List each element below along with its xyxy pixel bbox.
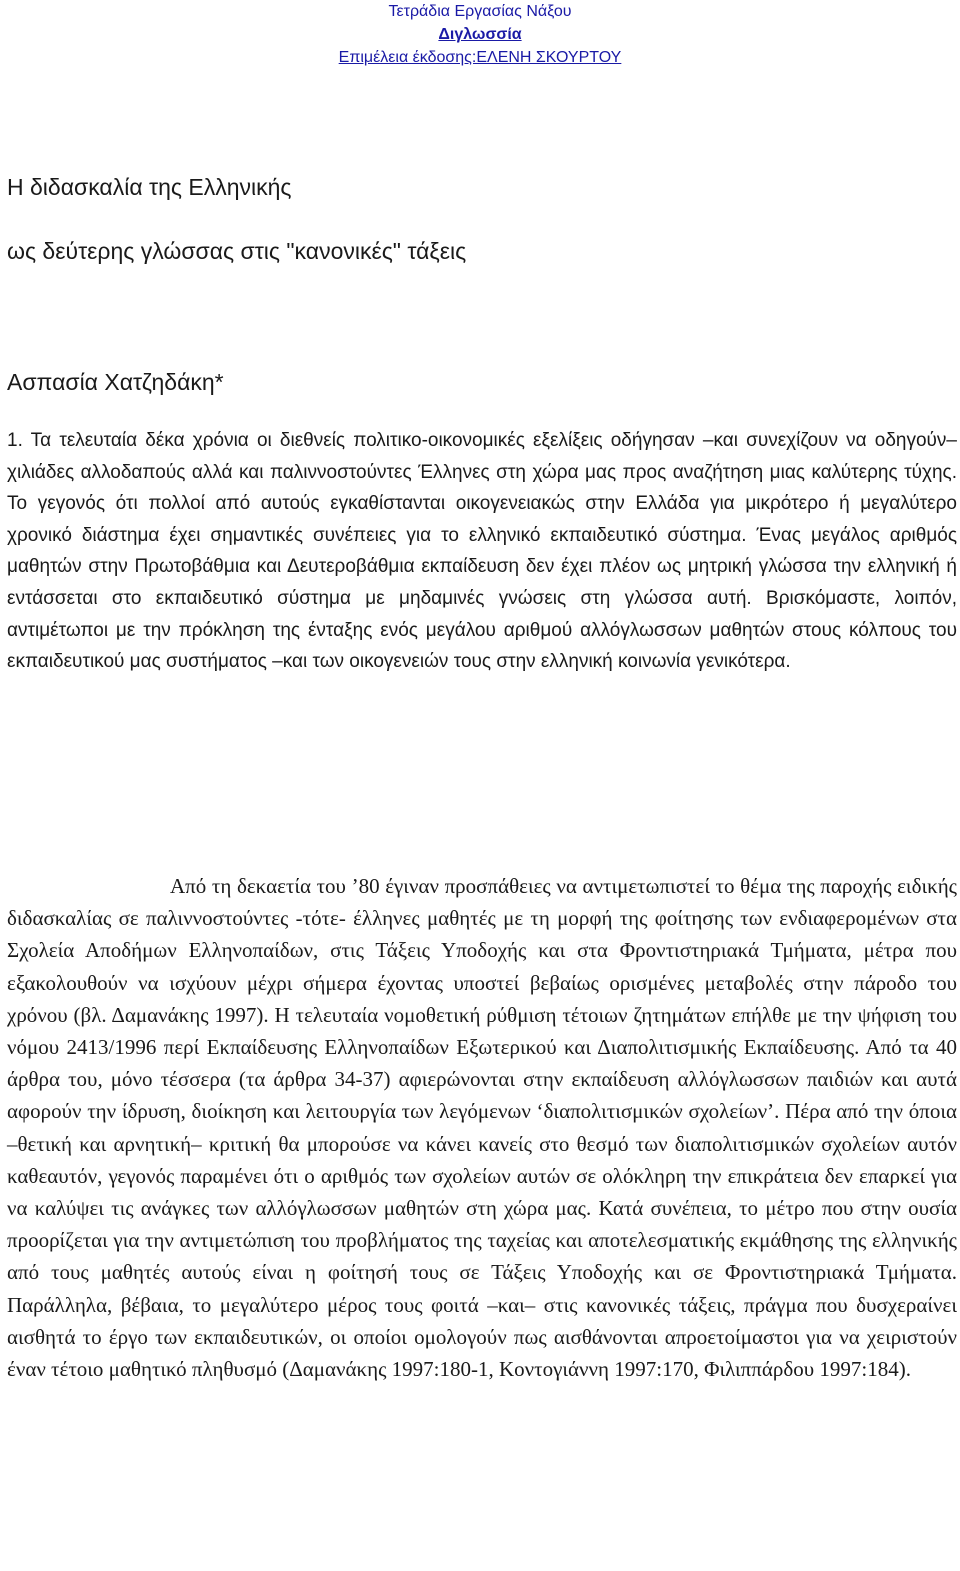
article-title-line-1: Η διδασκαλία της Ελληνικής [7, 174, 292, 200]
author-name: Ασπασία Χατζηδάκη* [7, 369, 224, 395]
paragraph-2: Από τη δεκαετία του ’80 έγιναν προσπάθειες να αντιμετωπιστεί το θέμα της παροχής ειδικής διδασκαλίας σε παλιννοστούντες -τότε- έλληνες μαθητές με τη μορφή της φοίτησης των ενδιαφερομένων στα Σχολεία Αποδήμων Ελληνοπαίδων, στις Τάξεις Υποδοχής και στα Φροντιστηριακά Τμήματα, μέτρα που εξακολουθούν να ισχύουν μέχρι σήμερα έχοντας υποστεί βεβαίως ορισμένες μεταβολές στην πάροδο του χρόνου (βλ. Δαμανάκης 1997). Η τελευταία νομοθετική ρύθμιση τέτοιων ζητημάτων επήλθε με την ψήφιση του νόμου 2413/1996 περί Εκπαίδευσης Ελληνοπαίδων Εξωτερικού και Διαπολιτισμικής Εκπαίδευσης. Από τα 40 άρθρα του, μόνο τέσσερα (τα άρθρα 34-37) αφιερώνονται στην εκπαίδευση αλλόγλωσσων παιδιών και αυτά αφορούν την ίδρυση, διοίκηση και λειτουργία των λεγόμενων ‘διαπολιτισμικών σχολείων’. Πέρα από την όποια –θετική και αρνητική– κριτική θα μπορούσε να κάνει κανείς στο θεσμό των διαπολιτισμικών σχολείων αυτόν καθεαυτόν, γεγονός παραμένει ότι ο αριθμός των σχολείων αυτών σε ολόκληρη την επικράτεια δεν επαρκεί για να καλύψει τις ανάγκες των αλλόγλωσσων μαθητών στη χώρα μας. Κατά συνέπεια, το μέτρο που στην ουσία προορίζεται για την αντιμετώπιση του προβλήματος της ταχείας και αποτελεσματικής εκμάθησης της ελληνικής από τους μαθητές αυτούς είναι η φοίτησή τους σε Τάξεις Υποδοχής και σε Φροντιστηριακά Τμήματα. Παράλληλα, βέβαια, το μεγαλύτερο μέρος τους φοιτά –και– στις κανονικές τάξεις, πράγμα που δυσχεραίνει αισθητά το έργο των εκπαιδευτικών, οι οποίοι ομολογούν πως αισθάνονται απροετοίμαστοι για να χειριστούν έναν τέτοιο μαθητικό πληθυσμό (Δαμανάκης 1997:180-1, Κοντογιάννη 1997:170, Φιλιππάρδου 1997:184). [7, 874, 957, 1382]
page-header [0, 0, 960, 69]
paragraph-1: 1. Τα τελευταία δέκα χρόνια οι διεθνείς πολιτικο-οικονομικές εξελίξεις οδήγησαν –και συνεχίζουν να οδηγούν– χιλιάδες αλλοδαπούς αλλά και παλιννοστούντες Έλληνες στη χώρα μας προς αναζήτηση μιας καλύτερης τύχης. Το γεγονός ότι πολλοί από αυτούς εγκαθίστανται οικογενειακώς στην Ελλάδα για μικρότερο ή μεγαλύτερο χρονικό διάστημα έχει σημαντικές συνέπειες για το ελληνικό εκπαιδευτικό σύστημα. Ένας μεγάλος αριθμός μαθητών στην Πρωτοβάθμια και Δευτεροβάθμια εκπαίδευση δεν έχει πλέον ως μητρική γλώσσα την ελληνική ή εντάσσεται στο εκπαιδευτικό σύστημα με μηδαμινές γνώσεις στη γλώσσα αυτή. Βρισκόμαστε, λοιπόν, αντιμέτωποι με την πρόκληση της ένταξης ενός μεγάλου αριθμού αλλόγλωσσων μαθητών στους κόλπους του εκπαιδευτικού μας συστήματος –και των οικογενειών τους στην ελληνική κοινωνία γενικότερα. [7, 430, 957, 673]
article-title-line-2: ως δεύτερης γλώσσας στις "κανονικές" τάξεις [7, 238, 467, 264]
topic-link[interactable]: Διγλωσσία [438, 26, 522, 43]
series-title: Τετράδια Εργασίας Νάξου [388, 3, 572, 20]
editor-link[interactable]: Επιμέλεια έκδοσης:ΕΛΕΝΗ ΣΚΟΥΡΤΟΥ [338, 49, 622, 66]
